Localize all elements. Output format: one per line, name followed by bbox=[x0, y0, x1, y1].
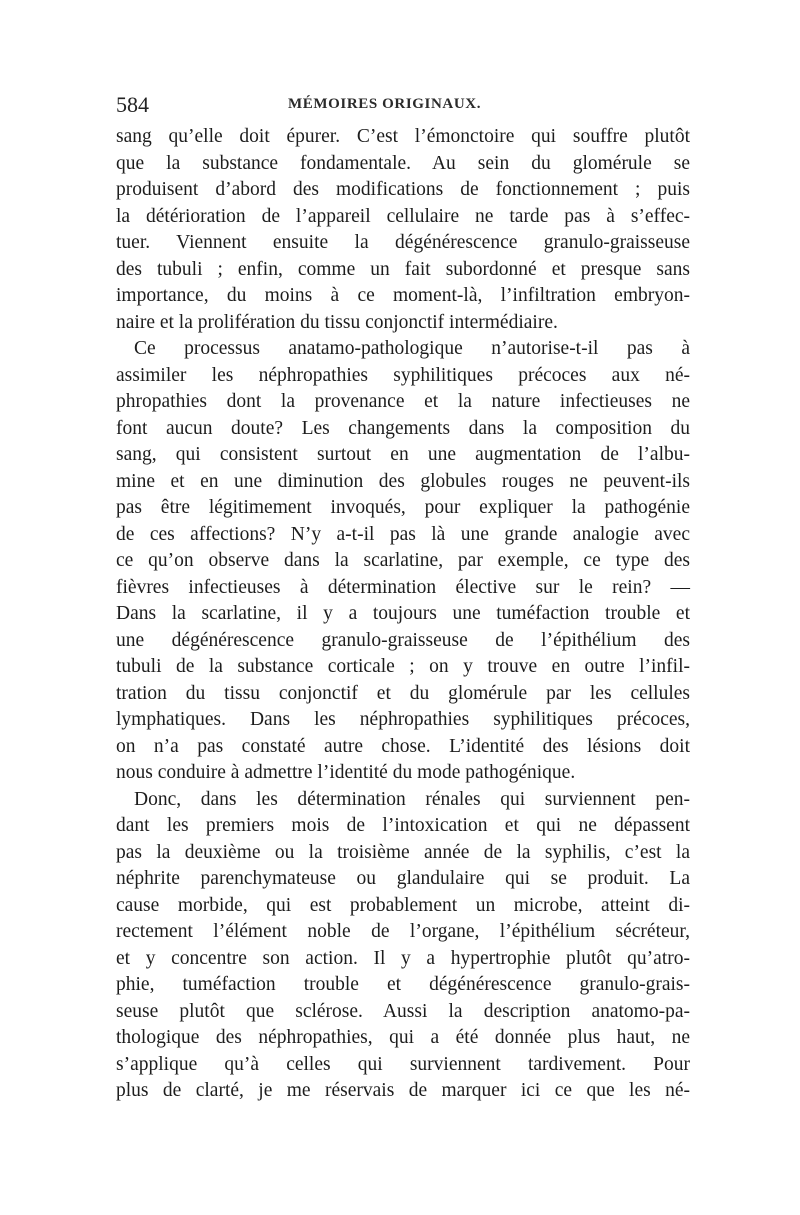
text-line: que la substance fondamentale. Au sein du glomérule se bbox=[116, 152, 690, 174]
text-line: seuse plutôt que sclérose. Aussi la description anatomo-pa- bbox=[116, 1000, 690, 1022]
text-line: cause morbide, qui est probablement un microbe, atteint di- bbox=[116, 894, 690, 916]
text-line: pas la deuxième ou la troisième année de la syphilis, c’est la bbox=[116, 841, 690, 863]
text-line: Ce processus anatamo-pathologique n’autorise-t-il pas à bbox=[134, 338, 690, 359]
text-line: rectement l’élément noble de l’organe, l’épithélium sécréteur, bbox=[116, 921, 690, 942]
text-line: pas être légitimement invoqués, pour expliquer la pathogénie bbox=[116, 497, 690, 518]
text-line: produisent d’abord des modifications de fonctionnement ; puis bbox=[116, 179, 690, 200]
text-line: des tubuli ; enfin, comme un fait subordonné et presque sans bbox=[116, 258, 690, 280]
text-line: on n’a pas constaté autre chose. L’identité des lésions doit bbox=[116, 735, 690, 757]
text-line: nous conduire à admettre l’identité du mode pathogénique. bbox=[116, 762, 576, 783]
text-line: mine et en une diminution des globules rouges ne peuvent-ils bbox=[116, 470, 690, 492]
paragraph bbox=[116, 336, 690, 787]
text-line: lymphatiques. Dans les néphropathies syphilitiques précoces, bbox=[116, 709, 690, 730]
text-line: naire et la prolifération du tissu conjonctif intermédiaire. bbox=[116, 311, 558, 333]
paragraph bbox=[116, 124, 690, 336]
text-line: importance, du moins à ce moment-là, l’infiltration embryon- bbox=[116, 285, 690, 306]
running-title: MÉMOIRES ORIGINAUX. bbox=[288, 96, 482, 112]
body-text bbox=[116, 124, 690, 1105]
text-line: la détérioration de l’appareil cellulaire ne tarde pas à s’effec- bbox=[116, 205, 690, 227]
text-line: assimiler les néphropathies syphilitiques précoces aux né- bbox=[116, 364, 690, 386]
text-line: une dégénérescence granulo-graisseuse de l’épithélium des bbox=[116, 629, 690, 651]
text-line: sang qu’elle doit épurer. C’est l’émonctoire qui souffre plutôt bbox=[116, 126, 690, 147]
page-number: 584 bbox=[116, 92, 149, 117]
text-line: s’applique qu’à celles qui surviennent tardivement. Pour bbox=[116, 1053, 690, 1075]
text-line: fièvres infectieuses à détermination élective sur le rein? — bbox=[116, 576, 690, 598]
text-line: ce qu’on observe dans la scarlatine, par exemple, ce type des bbox=[116, 550, 690, 571]
text-line: de ces affections? N’y a-t-il pas là une grande analogie avec bbox=[116, 523, 690, 545]
text-line: thologique des néphropathies, qui a été donnée plus haut, ne bbox=[116, 1027, 690, 1048]
text-line: dant les premiers mois de l’intoxication et qui ne dépassent bbox=[116, 815, 690, 836]
text-line: phropathies dont la provenance et la nature infectieuses ne bbox=[116, 391, 690, 412]
text-line: sang, qui consistent surtout en une augmentation de l’albu- bbox=[116, 444, 690, 465]
text-line: tubuli de la substance corticale ; on y trouve en outre l’infil- bbox=[116, 656, 690, 677]
text-line: plus de clarté, je me réservais de marquer ici ce que les né- bbox=[116, 1080, 690, 1101]
text-line: tuer. Viennent ensuite la dégénérescence granulo-graisseuse bbox=[116, 232, 690, 253]
text-line: néphrite parenchymateuse ou glandulaire qui se produit. La bbox=[116, 868, 690, 889]
text-line: Dans la scarlatine, il y a toujours une tuméfaction trouble et bbox=[116, 603, 690, 624]
text-line: et y concentre son action. Il y a hypertrophie plutôt qu’atro- bbox=[116, 947, 690, 969]
text-line: phie, tuméfaction trouble et dégénérescence granulo-grais- bbox=[116, 974, 690, 995]
text-line: font aucun doute? Les changements dans la composition du bbox=[116, 417, 690, 439]
text-line: tration du tissu conjonctif et du glomérule par les cellules bbox=[116, 682, 690, 704]
text-line: Donc, dans les détermination rénales qui surviennent pen- bbox=[134, 788, 690, 810]
paragraph bbox=[116, 787, 690, 1105]
page-header bbox=[116, 92, 684, 122]
